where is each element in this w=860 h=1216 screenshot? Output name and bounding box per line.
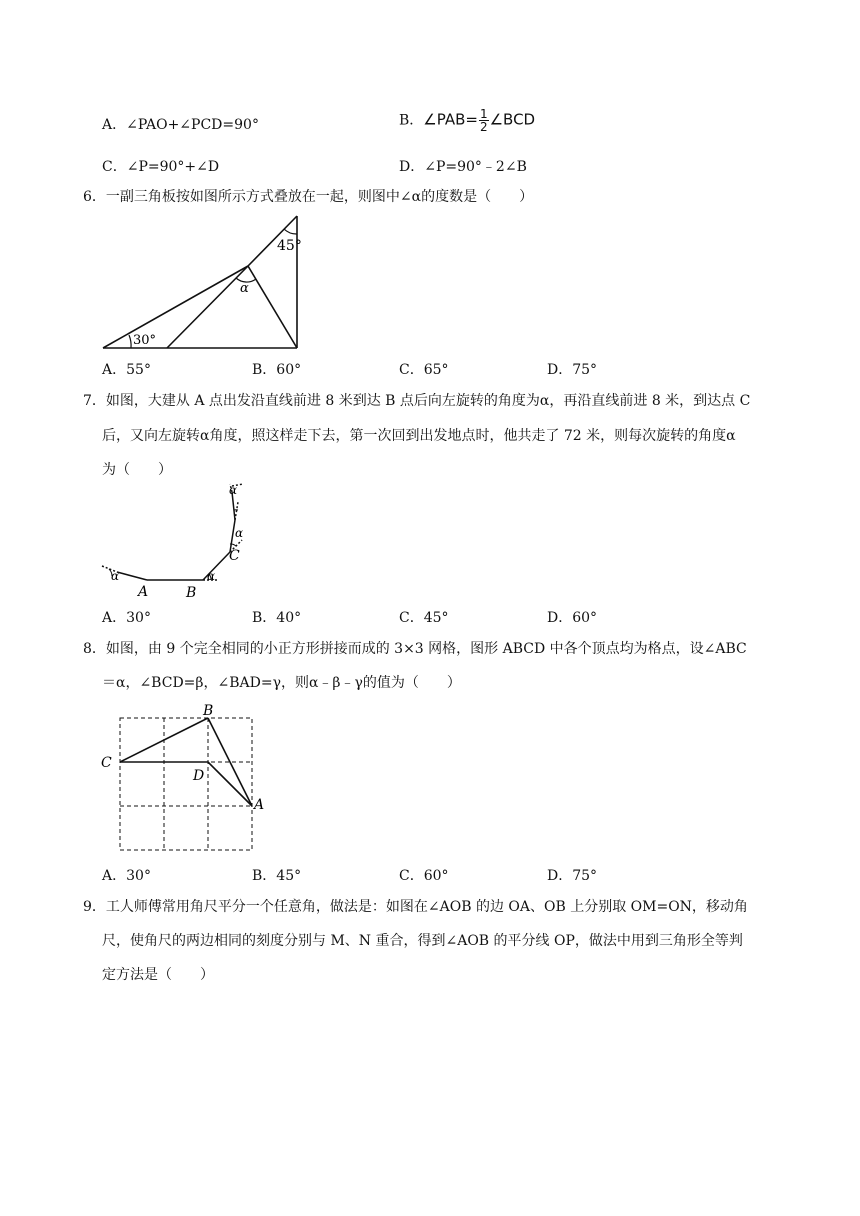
fig-label-alpha: α [240, 281, 249, 296]
fig-alpha-a: α [111, 569, 120, 583]
option-text: 60° [572, 610, 598, 626]
fig-alpha-d: α [229, 483, 238, 497]
q7-figure [95, 480, 265, 602]
q8-stem-line-1: 8．如图，由 9 个完全相同的小正方形拼接而成的 3×3 网格，图形 ABCD 中各个顶点均为格点，设∠ABC [83, 641, 747, 657]
option-text-pre: ∠PAB= [423, 110, 478, 129]
option-letter: D． [547, 362, 573, 378]
q6-stem: 6．一副三角板按如图所示方式叠放在一起，则图中∠α的度数是（ ） [83, 189, 534, 205]
q5-option-d [399, 156, 527, 176]
option-letter: A． [102, 362, 127, 378]
option-letter: B． [399, 112, 424, 129]
fraction-denominator: 2 [479, 120, 488, 134]
q7-stem-line-1: 7．如图，大建从 A 点出发沿直线前进 8 米到达 B 点后向左旋转的角度为α，再沿直线前进 8 米，到达点 C [83, 393, 751, 409]
option-letter: D． [399, 159, 425, 175]
fig-label-45: 45° [277, 238, 302, 254]
q9-stem-line-3: 定方法是（ ） [102, 967, 214, 983]
q7-option-b [252, 607, 301, 627]
option-letter: A． [102, 868, 127, 884]
option-text: 65° [423, 362, 449, 378]
option-letter: D． [547, 610, 573, 626]
q7-stem-line-3: 为（ ） [102, 462, 172, 478]
q8-option-c [399, 865, 449, 885]
q7-option-a [102, 607, 151, 627]
option-letter: B． [252, 868, 277, 884]
q6-figure [95, 210, 315, 355]
q6-option-d [547, 359, 597, 379]
fig-point-a: A [254, 797, 265, 813]
q9-stem-line-2: 尺，使角尺的两边相同的刻度分别与 M、N 重合，得到∠AOB 的平分线 OP，做法中用到三角形全等判 [102, 933, 743, 949]
option-letter: D． [547, 868, 573, 884]
option-letter: C． [102, 159, 127, 175]
option-text: ∠P=90°+∠D [126, 159, 220, 175]
fraction-numerator: 1 [479, 107, 488, 121]
q8-stem-line-2: ＝α，∠BCD=β，∠BAD=γ，则α﹣β﹣γ的值为（ ） [102, 675, 461, 691]
option-text: 45° [423, 610, 449, 626]
q5-option-a [102, 114, 259, 134]
q6-option-c [399, 359, 449, 379]
option-letter: B． [252, 362, 277, 378]
q8-option-b [252, 865, 301, 885]
option-letter: C． [399, 362, 424, 378]
q5-option-c [102, 156, 219, 176]
q7-stem-line-2: 后，又向左旋转α角度，照这样走下去，第一次回到出发地点时，他共走了 72 米，则每次旋转的角度α [102, 428, 736, 444]
fig-point-b: B [203, 703, 214, 719]
fig-label-30: 30° [133, 333, 157, 348]
option-letter: A． [102, 117, 127, 133]
q9-stem-line-1: 9．工人师傅常用角尺平分一个任意角，做法是：如图在∠AOB 的边 OA、OB 上分别取 OM=ON，移动角 [83, 899, 748, 915]
fraction [479, 108, 489, 133]
q8-option-a [102, 865, 151, 885]
option-text: 55° [126, 362, 151, 378]
fig-point-c: C [229, 548, 240, 564]
fig-point-b: B [186, 585, 197, 601]
fig-point-c: C [101, 755, 112, 771]
option-text: 40° [276, 610, 302, 626]
q6-option-b [252, 359, 301, 379]
option-text: 30° [126, 610, 151, 626]
option-text: 60° [423, 868, 449, 884]
option-letter: C． [399, 868, 424, 884]
option-text: 75° [572, 362, 598, 378]
q8-option-d [547, 865, 597, 885]
option-letter: C． [399, 610, 424, 626]
option-text: 75° [572, 868, 598, 884]
fig-point-a: A [138, 584, 149, 600]
option-text-post: ∠BCD [489, 110, 536, 129]
fig-point-d: D [193, 768, 205, 784]
fig-alpha-b: α [207, 569, 216, 583]
q7-option-d [547, 607, 597, 627]
option-text: 45° [276, 868, 302, 884]
option-text: 60° [276, 362, 302, 378]
fig-alpha-c: α [235, 526, 244, 540]
option-text: ∠PAO+∠PCD=90° [126, 117, 259, 133]
q7-option-c [399, 607, 449, 627]
option-letter: B． [252, 610, 277, 626]
q6-option-a [102, 359, 151, 379]
option-letter: A． [102, 610, 127, 626]
option-text: 30° [126, 868, 151, 884]
q8-figure [95, 700, 275, 858]
q5-option-b [399, 108, 535, 133]
option-text: ∠P=90°﹣2∠B [424, 159, 527, 175]
